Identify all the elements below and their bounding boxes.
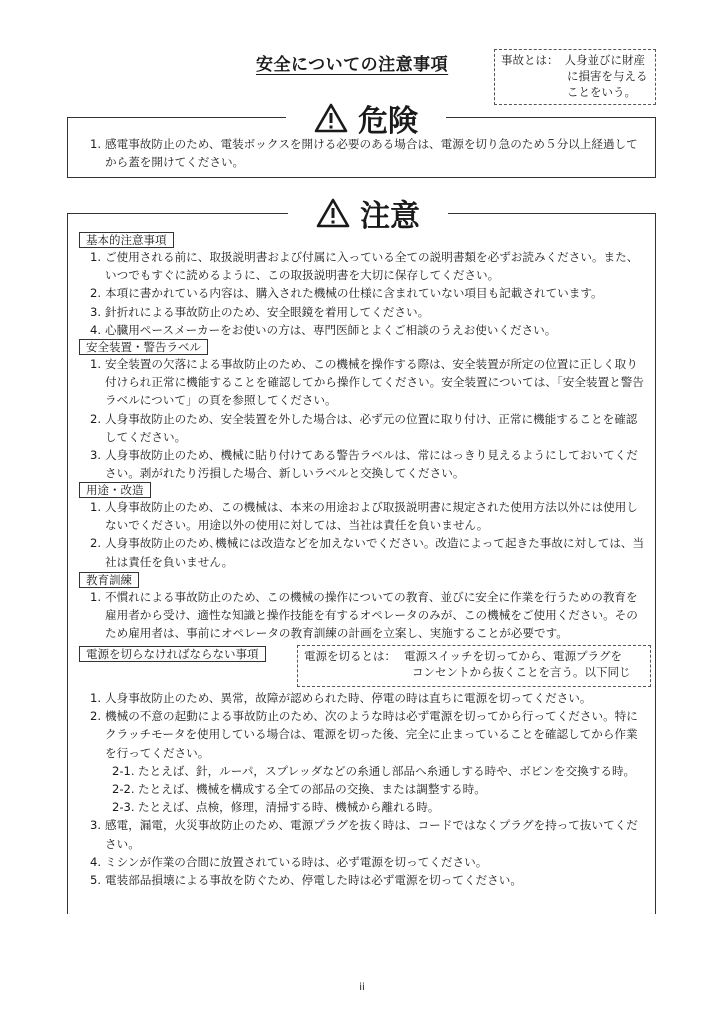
accident-definition-line: ことをいう。 xyxy=(567,85,636,99)
power-off-definition-line: コンセントから抜くことを言う。以下同じ xyxy=(412,665,631,679)
power-off-definition-term: 電源を切るとは： xyxy=(304,649,396,663)
item-text: 安全装置の欠落による事故防止のため、この機械を操作する際は、安全装置が所定の位置に正しく取り付けられ正常に機能することを確認してから操作してください。安全装置については、「安全装置と警告ラベルについて」の頁を参照してください。 xyxy=(105,357,644,408)
sub-item-text: たとえば、機械を構成する全ての部品の交換、または調整する時。 xyxy=(138,782,486,797)
item-number: 2. xyxy=(90,536,102,551)
item-number: 2. xyxy=(90,411,102,426)
warning-triangle-icon xyxy=(316,198,350,228)
danger-items xyxy=(90,135,646,171)
sub-list-item xyxy=(90,780,648,798)
list-item xyxy=(90,853,648,871)
section-label-training: 教育訓練 xyxy=(79,572,139,588)
caution-heading xyxy=(288,193,448,233)
section-label-safety-devices: 安全装置・警告ラベル xyxy=(79,339,208,355)
accident-definition-line: 人身並びに財産 xyxy=(564,53,645,67)
list-item xyxy=(90,135,646,171)
item-text: 人身事故防止のため、異常，故障が認められた時、停電の時は直ちに電源を切ってください。 xyxy=(105,691,592,705)
caution-heading-text: 注意 xyxy=(360,199,420,234)
list-item xyxy=(90,284,648,302)
item-number: 4. xyxy=(90,854,102,869)
list-item xyxy=(90,321,648,339)
item-number: 1. xyxy=(90,590,102,604)
list-item xyxy=(90,689,648,707)
item-number: 2. xyxy=(90,709,102,724)
item-text: 人身事故防止のため、機械に貼り付けてある警告ラベルは、常にはっきり見えるようにしておいてください。剥がれたり汚損した場合、新しいラベルと交換してください。 xyxy=(105,448,638,481)
sub-item-text: たとえば、点検，修理，清掃する時、機械から離れる時。 xyxy=(138,800,440,815)
section-basic-items xyxy=(90,248,648,339)
item-text: 電装部品損壊による事故を防ぐため、停電した時は必ず電源を切ってください。 xyxy=(105,873,522,888)
section-usage-items xyxy=(90,498,648,571)
list-item xyxy=(90,534,648,570)
item-text: 感電，漏電，火災事故防止のため、電源プラグを抜く時は、コードではなくプラグを持って抜いてください。 xyxy=(105,818,638,851)
power-off-definition-box xyxy=(297,645,651,687)
item-text: 人身事故防止のため､機械には改造などを加えないでください。改造によって起きた事故に対しては、当社は責任を負いません。 xyxy=(105,536,645,569)
item-number: 1. xyxy=(90,691,102,705)
danger-heading xyxy=(286,98,446,138)
list-item xyxy=(90,498,648,534)
sub-list-item xyxy=(90,762,648,780)
item-number: 3. xyxy=(90,448,102,463)
list-item xyxy=(90,816,648,852)
section-safety-items xyxy=(90,355,648,482)
item-number: 2. xyxy=(90,286,102,301)
item-number: 3. xyxy=(90,304,102,319)
danger-heading-text: 危険 xyxy=(358,104,418,139)
section-label-basic: 基本的注意事項 xyxy=(79,232,174,248)
item-text: 機械の不意の起動による事故防止のため、次のような時は必ず電源を切ってから行ってください。特にクラッチモータを使用している場合は、電源を切った後、完全に止まっていることを確認してから作業を行ってください。 xyxy=(105,709,638,760)
accident-definition-line: に損害を与える xyxy=(567,69,648,83)
accident-definition-box xyxy=(494,49,656,105)
item-number: 3. xyxy=(90,818,102,833)
item-text: ご使用される前に、取扱説明書および付属に入っている全ての説明書類を必ずお読みください。また、いつでもすぐに読めるように、この取扱説明書を大切に保存してください。 xyxy=(105,250,639,283)
page-title: 安全についての注意事項 xyxy=(256,55,449,75)
section-training-items xyxy=(90,588,648,643)
item-text: ミシンが作業の合間に放置されている時は、必ず電源を切ってください。 xyxy=(105,854,488,869)
item-number: 4. xyxy=(90,322,102,337)
list-item xyxy=(90,410,648,446)
list-item xyxy=(90,446,648,482)
item-number: 5. xyxy=(90,873,102,888)
warning-triangle-icon xyxy=(314,103,348,133)
section-label-power-off: 電源を切らなければならない事項 xyxy=(79,646,266,662)
list-item xyxy=(90,248,648,284)
section-power-off-items xyxy=(90,689,648,889)
list-item xyxy=(90,707,648,762)
sub-item-text: たとえば、針，ルーパ，スプレッダなどの糸通し部品へ糸通しする時や、ボビンを交換する時。 xyxy=(138,763,636,778)
item-number: 1. xyxy=(90,250,102,264)
list-item xyxy=(90,871,648,889)
sub-item-number: 2-1. xyxy=(112,763,135,778)
item-number: 1. xyxy=(90,500,102,514)
item-text: 人身事故防止のため、安全装置を外した場合は、必ず元の位置に取り付け、正常に機能することを確認してください。 xyxy=(105,411,638,444)
item-text: 感電事故防止のため、電装ボックスを開ける必要のある場合は、電源を切り急のため５分以上経過してから蓋を開けてください。 xyxy=(105,137,638,170)
page-number: ii xyxy=(359,982,365,993)
sub-item-number: 2-3. xyxy=(112,800,135,815)
accident-definition-term: 事故とは： xyxy=(501,53,559,67)
item-text: 心臓用ペースメーカーをお使いの方は、専門医師とよくご相談のうえお使いください。 xyxy=(105,322,557,337)
item-text: 不慣れによる事故防止のため、この機械の操作についての教育、並びに安全に作業を行うための教育を雇用者から受け、適性な知識と操作技能を有するオペレータのみが、この機械をご使用ください。そのため雇用者は、事前にオペレータの教育訓練の計画を立案し、実施することが必要です。 xyxy=(105,590,638,641)
item-text: 針折れによる事故防止のため、安全眼鏡を着用してください。 xyxy=(105,304,430,319)
item-text: 本項に書かれている内容は、購入された機械の仕様に含まれていない項目も記載されています。 xyxy=(105,286,603,301)
sub-list-item xyxy=(90,798,648,816)
sub-item-number: 2-2. xyxy=(112,782,135,797)
power-off-definition-line: 電源スイッチを切ってから、電源プラグを xyxy=(404,649,623,663)
list-item xyxy=(90,588,648,643)
item-number: 1. xyxy=(90,137,102,151)
list-item xyxy=(90,355,648,410)
item-text: 人身事故防止のため、この機械は、本来の用途および取扱説明書に規定された使用方法以外には使用しないでください。用途以外の使用に対しては、当社は責任を負いません。 xyxy=(105,500,638,533)
section-label-usage: 用途・改造 xyxy=(79,482,151,498)
list-item xyxy=(90,303,648,321)
item-number: 1. xyxy=(90,357,102,371)
